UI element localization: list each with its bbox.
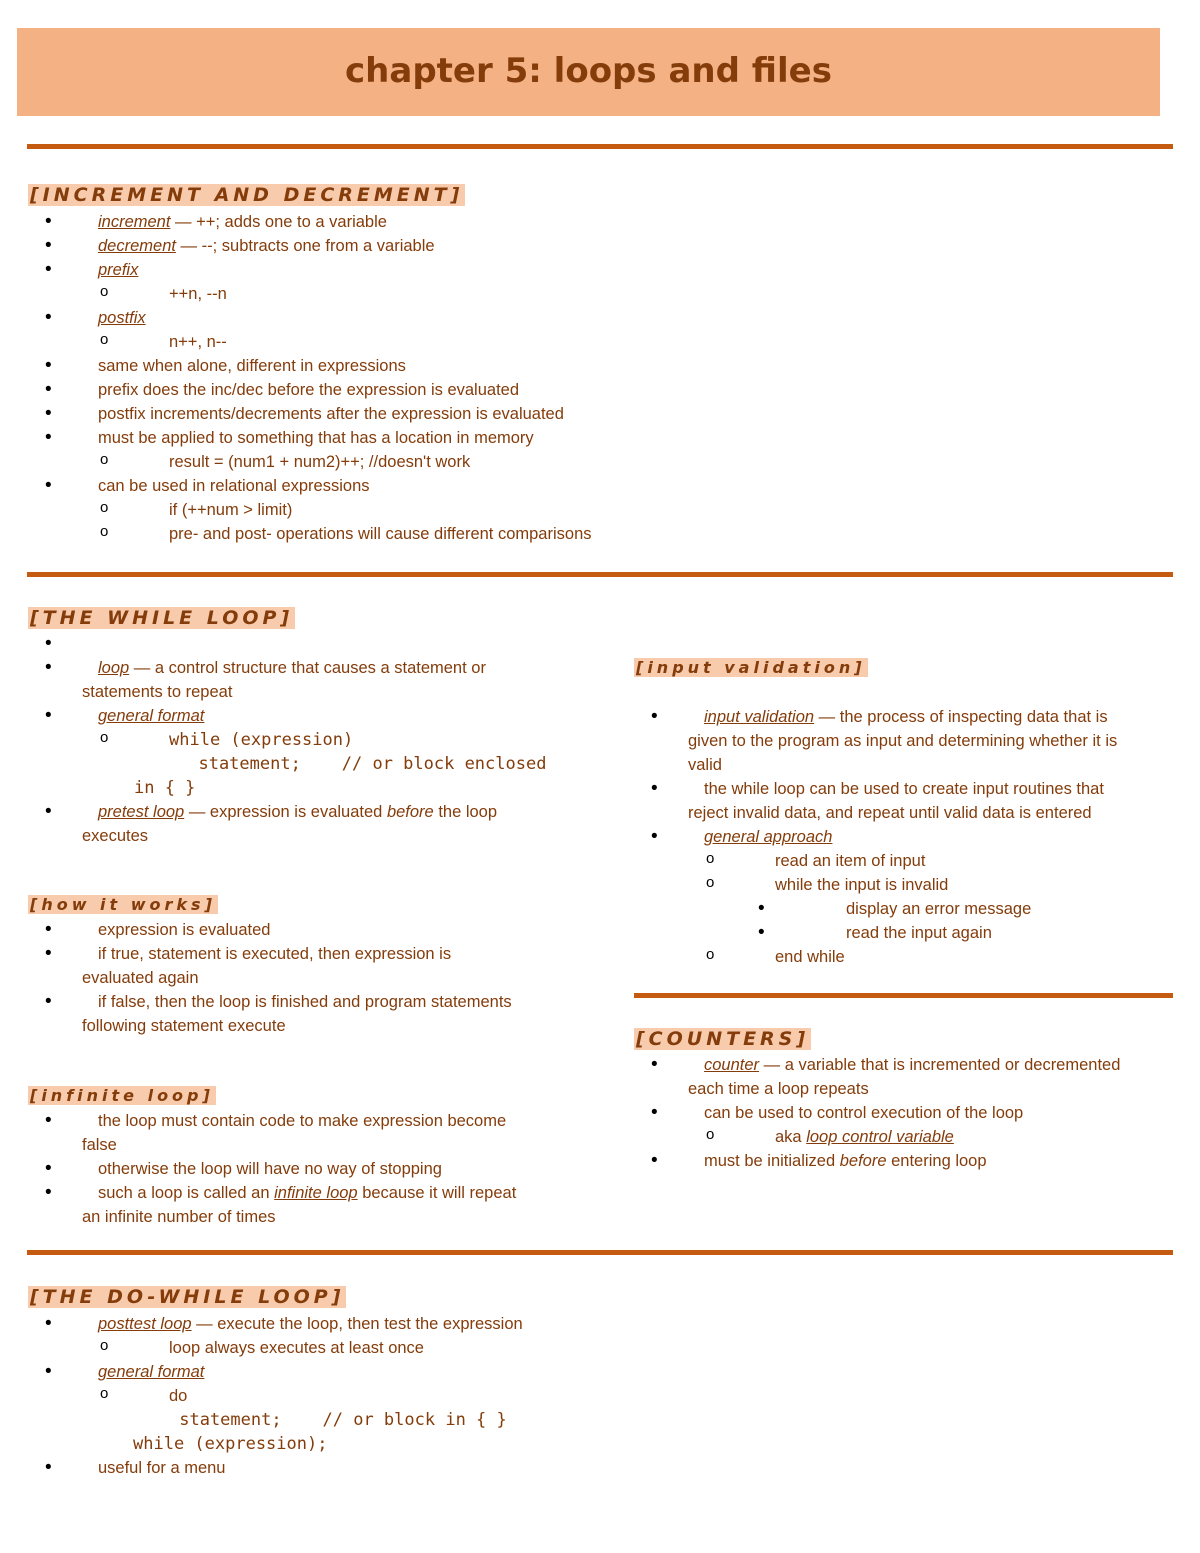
list-item: • such a loop is called an infinite loop because it will repeat an infinite number of times xyxy=(28,1181,588,1229)
list-item: • must be applied to something that has a location in memory xyxy=(28,426,1128,450)
list-subsubitem: • display an error message xyxy=(634,897,1174,921)
counters-list xyxy=(634,1053,1174,1173)
section-heading-do-while-loop: [THE DO-WHILE LOOP] xyxy=(30,1286,345,1308)
list-item: • prefix does the inc/dec before the expression is evaluated xyxy=(28,378,1128,402)
list-item: • counter — a variable that is incremented or decremented each time a loop repeats xyxy=(634,1053,1174,1101)
code-block: o while (expression) xyxy=(28,728,588,752)
list-subitem: o n++, n-- xyxy=(28,330,1128,354)
code-line: statement; // or block in { } xyxy=(169,1410,507,1430)
list-subitem: o pre- and post- operations will cause different comparisons xyxy=(28,522,1128,546)
list-item: • increment — ++; adds one to a variable xyxy=(28,210,1128,234)
input-validation-list xyxy=(634,705,1174,969)
page-title: chapter 5: loops and files xyxy=(345,51,832,91)
list-item: • input validation — the process of inspecting data that is given to the program as input and determining whether it is valid xyxy=(634,705,1174,777)
divider xyxy=(634,993,1173,998)
list-subitem: o while the input is invalid xyxy=(634,873,1174,897)
code-block: o do xyxy=(28,1384,1128,1408)
section-heading-while-loop: [THE WHILE LOOP] xyxy=(30,607,294,629)
list-item: • must be initialized before entering loop xyxy=(634,1149,1174,1173)
list-item: • if true, statement is executed, then expression is evaluated again xyxy=(28,942,588,990)
list-item: • decrement — --; subtracts one from a variable xyxy=(28,234,1128,258)
section-heading-infinite-loop: [infinite loop] xyxy=(30,1086,214,1105)
section-heading-input-validation: [input validation] xyxy=(636,658,866,677)
section-heading-counters: [COUNTERS] xyxy=(636,1028,810,1050)
list-item: • expression is evaluated xyxy=(28,918,588,942)
divider xyxy=(27,572,1173,577)
list-item: • pretest loop — expression is evaluated before the loop executes xyxy=(28,800,588,848)
title-banner xyxy=(17,28,1160,116)
list-subitem: o end while xyxy=(634,945,1174,969)
while-loop-list xyxy=(28,632,588,848)
divider xyxy=(27,144,1173,149)
list-item: • useful for a menu xyxy=(28,1456,1128,1480)
list-item: • general format xyxy=(28,704,588,728)
list-item: • prefix xyxy=(28,258,1128,282)
list-item: • the loop must contain code to make expression become false xyxy=(28,1109,588,1157)
list-subitem: o ++n, --n xyxy=(28,282,1128,306)
section-heading-how-it-works: [how it works] xyxy=(30,895,216,914)
list-subsubitem: • read the input again xyxy=(634,921,1174,945)
list-item: • the while loop can be used to create input routines that reject invalid data, and repeat until valid data is entered xyxy=(634,777,1174,825)
divider xyxy=(27,1250,1173,1255)
list-subitem: o result = (num1 + num2)++; //doesn't work xyxy=(28,450,1128,474)
list-item: • if false, then the loop is finished and program statements following statement execute xyxy=(28,990,588,1038)
list-item-empty xyxy=(28,632,588,656)
list-item: • general format xyxy=(28,1360,1128,1384)
list-subitem: o aka loop control variable xyxy=(634,1125,1174,1149)
list-item: • can be used to control execution of the loop xyxy=(634,1101,1174,1125)
list-subitem: o read an item of input xyxy=(634,849,1174,873)
list-subitem: o loop always executes at least once xyxy=(28,1336,1128,1360)
infinite-loop-list xyxy=(28,1109,588,1229)
list-item: • same when alone, different in expressions xyxy=(28,354,1128,378)
list-item: • loop — a control structure that causes a statement or statements to repeat xyxy=(28,656,588,704)
section-heading-increment-decrement: [INCREMENT AND DECREMENT] xyxy=(30,184,464,206)
list-item: • postfix increments/decrements after the expression is evaluated xyxy=(28,402,1128,426)
do-while-list xyxy=(28,1312,1128,1480)
list-item: • postfix xyxy=(28,306,1128,330)
code-line: in { } xyxy=(134,778,196,798)
increment-decrement-list xyxy=(28,210,1128,546)
code-line: statement; // or block enclosed xyxy=(178,754,547,774)
list-item: • general approach xyxy=(634,825,1174,849)
list-item: • otherwise the loop will have no way of stopping xyxy=(28,1157,588,1181)
list-item: • can be used in relational expressions xyxy=(28,474,1128,498)
code-line: while (expression); xyxy=(133,1434,328,1454)
list-item: • posttest loop — execute the loop, then test the expression xyxy=(28,1312,1128,1336)
how-it-works-list xyxy=(28,918,588,1038)
list-subitem: o if (++num > limit) xyxy=(28,498,1128,522)
